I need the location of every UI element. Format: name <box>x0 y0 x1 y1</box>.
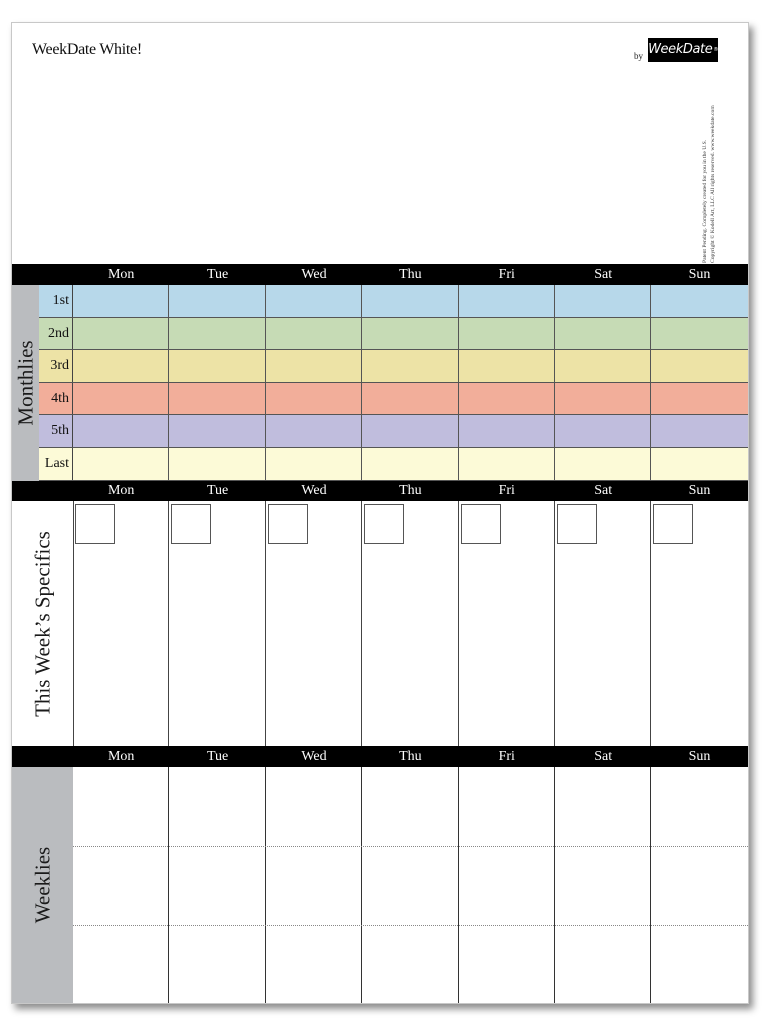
monthly-cell[interactable] <box>266 285 362 317</box>
weeklies-column-tue[interactable] <box>169 767 265 1003</box>
monthly-row-label: 5th <box>39 415 73 447</box>
day-header-tue: Tue <box>206 749 229 764</box>
monthly-cell[interactable] <box>266 350 362 382</box>
specifics-column-thu[interactable] <box>362 501 458 746</box>
specifics-side-panel <box>12 501 74 746</box>
date-box[interactable] <box>653 504 693 544</box>
weeklies-column-sat[interactable] <box>555 767 651 1003</box>
monthly-cell[interactable] <box>555 383 651 415</box>
day-header-wed: Wed <box>301 749 327 764</box>
monthly-row <box>39 318 748 351</box>
monthly-cell[interactable] <box>555 350 651 382</box>
day-header-sun: Sun <box>688 749 711 764</box>
monthly-cell[interactable] <box>73 350 169 382</box>
date-box[interactable] <box>171 504 211 544</box>
monthly-cell[interactable] <box>266 383 362 415</box>
day-header-sat: Sat <box>594 749 613 764</box>
monthly-cell[interactable] <box>362 448 458 480</box>
monthly-cell[interactable] <box>555 448 651 480</box>
specifics-grid <box>73 501 748 746</box>
date-box[interactable] <box>461 504 501 544</box>
day-header-sat: Sat <box>594 267 613 282</box>
monthly-cell[interactable] <box>651 350 747 382</box>
weeklies-column-sun[interactable] <box>651 767 747 1003</box>
date-box[interactable] <box>268 504 308 544</box>
weeklies-column-wed[interactable] <box>266 767 362 1003</box>
specifics-column-sat[interactable] <box>555 501 651 746</box>
specifics-column-mon[interactable] <box>73 501 169 746</box>
monthlies-label: Monthlies <box>13 340 37 426</box>
legal-notice <box>702 33 717 263</box>
monthly-cell[interactable] <box>169 383 265 415</box>
day-header-wed: Wed <box>301 267 327 282</box>
weeklies-side-panel <box>12 767 73 1003</box>
monthly-cell[interactable] <box>362 285 458 317</box>
legal-line-2: Copyright © Kodell Art, LLC All rights reserved. www.weekdate.com <box>709 105 716 263</box>
monthly-cell[interactable] <box>362 350 458 382</box>
page-title: WeekDate White! <box>32 41 142 58</box>
specifics-column-sun[interactable] <box>651 501 747 746</box>
monthly-cell[interactable] <box>362 415 458 447</box>
day-header-tue: Tue <box>206 483 229 498</box>
monthly-cell[interactable] <box>266 318 362 350</box>
monthly-cell[interactable] <box>169 318 265 350</box>
brand-by: by <box>634 51 643 61</box>
day-header-tue: Tue <box>206 267 229 282</box>
monthlies-side-panel <box>12 285 39 481</box>
monthly-row <box>39 448 748 481</box>
monthly-row <box>39 285 748 318</box>
specifics-column-tue[interactable] <box>169 501 265 746</box>
monthly-cell[interactable] <box>459 318 555 350</box>
monthly-cell[interactable] <box>555 415 651 447</box>
monthly-cell[interactable] <box>73 318 169 350</box>
monthly-cell[interactable] <box>651 415 747 447</box>
specifics-label: This Week’s Specifics <box>30 530 54 717</box>
monthly-cell[interactable] <box>266 415 362 447</box>
monthly-row-label: 4th <box>39 383 73 415</box>
day-header-fri: Fri <box>498 483 515 498</box>
monthly-row-label: 2nd <box>39 318 73 350</box>
monthly-cell[interactable] <box>459 415 555 447</box>
weeklies-divider <box>73 925 748 926</box>
day-header-mon: Mon <box>107 749 135 764</box>
weeklies-column-fri[interactable] <box>459 767 555 1003</box>
brand-name: WeekDate <box>648 42 713 57</box>
date-box[interactable] <box>364 504 404 544</box>
weeklies-day-header <box>12 746 748 767</box>
monthly-cell[interactable] <box>651 448 747 480</box>
monthly-cell[interactable] <box>73 383 169 415</box>
monthly-row-label: 3rd <box>39 350 73 382</box>
monthly-cell[interactable] <box>651 318 747 350</box>
weeklies-column-mon[interactable] <box>73 767 169 1003</box>
date-box[interactable] <box>557 504 597 544</box>
monthly-cell[interactable] <box>73 415 169 447</box>
monthly-cell[interactable] <box>73 448 169 480</box>
monthly-row <box>39 383 748 416</box>
day-header-sun: Sun <box>688 267 711 282</box>
monthly-cell[interactable] <box>555 318 651 350</box>
monthly-cell[interactable] <box>651 383 747 415</box>
monthly-cell[interactable] <box>169 448 265 480</box>
specifics-column-fri[interactable] <box>459 501 555 746</box>
monthly-row <box>39 350 748 383</box>
weeklies-label: Weeklies <box>30 846 54 924</box>
day-header-mon: Mon <box>107 483 135 498</box>
monthly-cell[interactable] <box>169 285 265 317</box>
monthly-cell[interactable] <box>459 350 555 382</box>
day-header-mon: Mon <box>107 267 135 282</box>
monthlies-day-header <box>12 264 748 285</box>
monthly-row <box>39 415 748 448</box>
day-header-fri: Fri <box>498 267 515 282</box>
day-header-sat: Sat <box>594 483 613 498</box>
monthly-cell[interactable] <box>73 285 169 317</box>
day-header-thu: Thu <box>399 267 422 282</box>
monthly-cell[interactable] <box>651 285 747 317</box>
day-header-thu: Thu <box>399 749 422 764</box>
monthly-cell[interactable] <box>362 318 458 350</box>
monthly-row-label: 1st <box>39 285 73 317</box>
monthly-cell[interactable] <box>266 448 362 480</box>
monthly-cell[interactable] <box>459 448 555 480</box>
weeklies-column-thu[interactable] <box>362 767 458 1003</box>
planner-sheet <box>11 22 749 1004</box>
monthly-cell[interactable] <box>459 383 555 415</box>
monthly-cell[interactable] <box>362 383 458 415</box>
weeklies-grid <box>73 767 748 1003</box>
specifics-column-wed[interactable] <box>266 501 362 746</box>
day-header-fri: Fri <box>498 749 515 764</box>
monthly-cell[interactable] <box>555 285 651 317</box>
weeklies-divider <box>73 846 748 847</box>
day-header-wed: Wed <box>301 483 327 498</box>
monthly-row-label: Last <box>39 448 73 480</box>
date-box[interactable] <box>75 504 115 544</box>
brand-tm: ® <box>713 47 718 53</box>
day-header-sun: Sun <box>688 483 711 498</box>
day-header-thu: Thu <box>399 483 422 498</box>
monthly-cell[interactable] <box>459 285 555 317</box>
legal-line-1: Patent Pending. Completely created for you in the U.S. <box>702 139 708 263</box>
monthly-cell[interactable] <box>169 350 265 382</box>
monthly-cell[interactable] <box>169 415 265 447</box>
specifics-day-header <box>12 481 748 501</box>
